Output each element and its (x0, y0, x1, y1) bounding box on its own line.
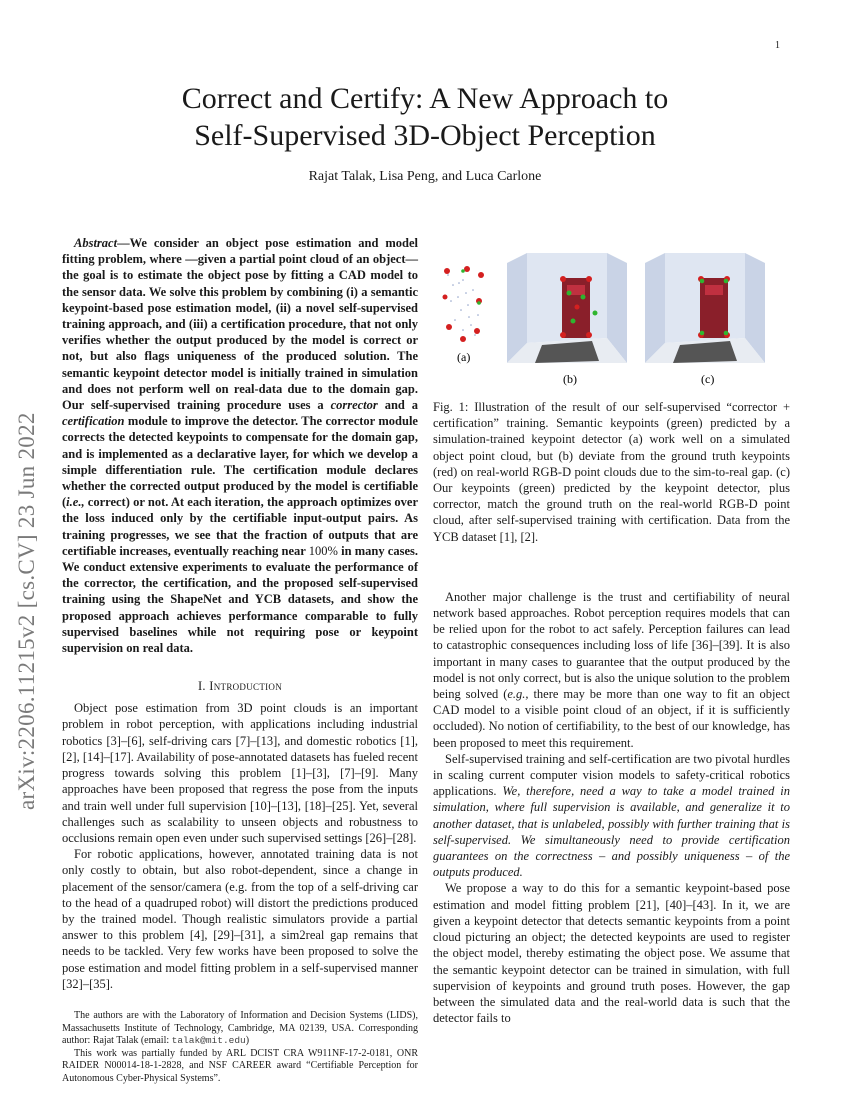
caption-text: Fig. 1: Illustration of the result of our self-supervised “corrector + certification” training. Semantic keypoints (green) predicted by a simulation-trained keypoint detector (a) work well on a simulated object point cloud, but (b) deviate from the ground truth keypoints (red) on real-world RGB-D point clouds due to the sim-to-real gap. (c) Our keypoints (green) predicted by the keypoint detector, plus corrector, match the ground truth on the real-world RGB-D point cloud, after self-supervised training with certification. Data from the YCB dataset [1], [2]. (433, 400, 790, 544)
abstract-text: in many cases. We conduct extensive experiments to evaluate the performance of the corrector, the certification, and the proposed self-supervised training using the ShapeNet and YCB datasets, and show the proposed approach achieves performance comparable to fully supervised baselines while not requiring pose or keypoint supervision on real data. (62, 543, 418, 656)
abstract-text: certification (62, 414, 125, 429)
figure-caption (433, 399, 790, 545)
right-column (433, 235, 790, 1026)
footnote-text: ) (245, 1035, 250, 1046)
left-column (62, 235, 418, 1085)
footnote-text: The authors are with the Laboratory of Information and Decision Systems (LIDS), Massachusetts Institute of Technology, Cambridge, MA 02139, USA. Corresponding author: Rajat Talak (email: (62, 1010, 418, 1046)
introduction-body (62, 700, 418, 992)
paper-title (0, 80, 850, 154)
title-line-1: Correct and Certify: A New Approach to (181, 82, 669, 115)
abstract (62, 235, 418, 656)
section-heading-introduction: I. Introduction (197, 679, 283, 694)
abstract-text: and a (377, 398, 419, 413)
paragraph: We propose a way to do this for a semantic keypoint-based pose estimation and model fitting problem [21], [40]–[43]. In it, we are given a keypoint detector that detects semantic keypoints from a point cloud picturing an object; the detected keypoints are used to register the object model, thereby estimating the object pose. We assume that the semantic keypoint detector can be trained in simulation, with full supervision of keypoints and ground truth poses. However, the gap between the simulated data and the real-world data is such that the detector fails to (433, 881, 790, 1026)
abstract-text: i.e., (66, 495, 85, 510)
paragraph: For robotic applications, however, annotated training data is not only costly to obtain, but also robot-dependent, since a change in placement of the sensor/camera (e.g. from the top of a self-driving car to the head of a quadruped robot) will distort the predictions produced by the trained model. Though realistic simulators provide a partial answer to this problem [4], [29]–[31], a sim2real gap remains that needs to be tackled. Very few works have been proposed to solve the pose estimation and model fitting problem in a self-supervised manner [32]–[35]. (62, 847, 418, 991)
paragraph-text: e.g., (507, 687, 529, 702)
panel-c-label: (c) (701, 372, 715, 386)
panel-b-scene (507, 253, 627, 363)
figure-1 (433, 235, 787, 393)
author-email: talak@mit.edu (171, 1035, 246, 1046)
panel-c-scene (645, 253, 765, 363)
paragraph-text: Self-supervised training and self-certification are two pivotal hurdles in scaling current computer vision models to safety-critical robotics applications. (433, 751, 790, 799)
abstract-text: 100% (308, 543, 338, 558)
abstract-label: Abstract (74, 236, 118, 250)
footnote (62, 996, 418, 1085)
authors: Rajat Talak, Lisa Peng, and Luca Carlone (308, 169, 542, 184)
paragraph-text: We, therefore, need a way to take a model trained in simulation, where full supervision is available, and generalize it to another dataset, that is unlabeled, possibly with further training that is self-supervised. We simultaneously need to provide certification guarantees on the correctness – and possibly uniqueness – of the outputs produced. (433, 784, 791, 880)
abstract-text: —We consider an object pose estimation and model fitting problem, where —given a partial point cloud of an object— the goal is to estimate the object pose by fitting a CAD model to the sensor data. We solve this problem by combining (i) a semantic keypoint-based pose estimation model, (ii) a novel self-supervised training approach, and (iii) a certification procedure, that not only verifies whether the output produced by the model is correct or not, but also flags uniqueness of the produced solution. The semantic keypoint detector model is initially trained in simulation and does not perform well on real-data due to the domain gap. Our self-supervised training procedure uses a (62, 236, 418, 413)
paragraph-text: Another major challenge is the trust and certifiability of neural network based approaches. Robot perception requires models that can be relied upon for the robot to act safely. Perception failures can lead to catastrophic consequences including loss of life [36]–[39]. It is also important in many cases to guarantee that the output produced by the model is not only correct, but is also the unique solution to the problem being solved ( (433, 589, 790, 702)
right-column-body (433, 589, 790, 1026)
page-number: 1 (775, 40, 780, 51)
panel-b-label: (b) (563, 372, 577, 386)
paragraph: Object pose estimation from 3D point clouds is an important problem in robot perception, with applications including industrial robotics [3]–[6], self-driving cars [7]–[13], and domestic robotics [1], [2], [14]–[17]. Availability of pose-annotated datasets has fueled recent progress towards solving this problem [1]–[3], [7]–[9]. Many approaches have been proposed that regress the pose from the inputs and train well under full supervision [10]–[13], [18]–[25]. Yet, several challenges such as scalability to unseen objects and robustness to occlusions remain open even under such supervised settings [26]–[28]. (62, 701, 418, 845)
footnote-funding: This work was partially funded by ARL DCIST CRA W911NF-17-2-0181, ONR RAIDER N00014-18-1-2828, and NSF CAREER award “Certifiable Perception for Autonomous Cyber-Physical Systems”. (62, 1047, 418, 1084)
abstract-text: module to improve the detector. The corrector module corrects the detected keypoints to compensate for the domain gap, and is implemented as a declarative layer, for which we develop a simple differentiation rule. The certification module declares whether the corrected output produced by the model is certifiable ( (62, 414, 418, 510)
title-line-2: Self-Supervised 3D-Object Perception (194, 119, 656, 152)
abstract-text: correct) or not. At each iteration, the approach optimizes over the loss induced only by the certifiable input-output pairs. As training progresses, we see that the fraction of outputs that are certifiable increases, eventually reaching near (62, 495, 418, 558)
abstract-text: corrector (330, 398, 378, 413)
arxiv-identifier: arXiv:2206.11215v2 [cs.CV] 23 Jun 2022 (14, 412, 39, 810)
panel-a-point-cloud (443, 266, 485, 342)
paragraph-text: there may be more than one way to fit an object CAD model to a visible point cloud of an object, if it is sufficiently occluded). No notion of certifiability, to the best of our knowledge, has been proposed to meet this requirement. (433, 687, 790, 750)
panel-a-label: (a) (457, 350, 471, 364)
